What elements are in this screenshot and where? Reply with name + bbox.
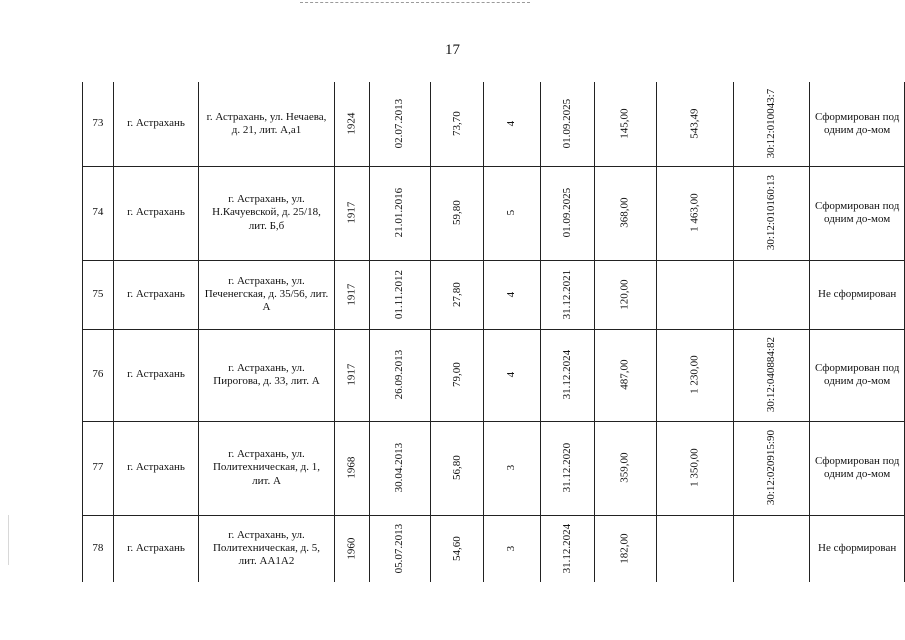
row-number: 73 [83,82,114,166]
row-number: 74 [83,166,114,260]
row-number: 77 [83,421,114,515]
table-row [83,166,905,260]
row-number: 75 [83,260,114,329]
area-value: 27,80 [450,282,463,307]
area-value: 56,80 [450,455,463,481]
area-value: 59,80 [450,200,463,226]
area-value: 54,60 [450,536,463,562]
cadastral-number: 30:12:020915:90 [765,430,778,506]
count-value: 5 [505,210,518,216]
build-year: 1960 [345,537,358,560]
deadline-date: 31.12.2024 [560,524,573,574]
address-cell: г. Астрахань, ул. Политехническая, д. 5, лит. АА1А2 [212,528,321,568]
deadline-date: 01.09.2025 [560,188,573,238]
deadline-date: 01.09.2025 [560,99,573,149]
recognition-date: 21.01.2016 [393,188,406,238]
land-status: Сформирован под одним до-мом [814,199,900,225]
cadastral-number: 30:12:010043:7 [765,88,778,159]
address-cell: г. Астрахань, ул. Пирогова, д. 33, лит. А [213,361,320,387]
build-year: 1924 [345,112,358,135]
land-status: Не сформирован [818,287,897,300]
build-year: 1917 [345,364,358,386]
table-row [83,329,905,421]
build-year: 1917 [345,283,358,306]
count-value: 3 [505,465,518,471]
value-two: 1 463,00 [688,193,701,233]
area-value: 79,00 [450,362,463,388]
city-cell: г. Астрахань [113,421,199,515]
value-one: 182,00 [618,533,631,564]
value-one: 120,00 [618,279,631,310]
value-one: 145,00 [618,108,631,139]
value-two: 543,49 [688,108,701,139]
count-value: 4 [505,291,518,298]
row-number: 76 [83,329,114,421]
city-cell: г. Астрахань [113,166,199,260]
count-value: 4 [505,372,518,378]
recognition-date: 30.04.2013 [393,443,406,493]
scan-top-line [300,2,530,3]
table-row [83,515,905,582]
row-number: 78 [83,515,114,582]
city-cell: г. Астрахань [113,82,199,166]
count-value: 4 [505,121,518,127]
cadastral-number: 30:12:040884:82 [765,337,778,413]
value-two: 1 230,00 [688,355,701,395]
cadastral-number: 30:12:010160:13 [765,175,778,251]
table-row [83,421,905,515]
land-status: Сформирован под одним до-мом [814,361,900,387]
value-one: 487,00 [618,359,631,391]
build-year: 1917 [345,202,358,224]
value-one: 368,00 [618,197,631,229]
city-cell: г. Астрахань [113,260,199,329]
address-cell: г. Астрахань, ул. Печенегская, д. 35/56, лит. А [204,274,329,314]
deadline-date: 31.12.2024 [560,350,573,400]
deadline-date: 31.12.2020 [560,443,573,493]
land-status: Не сформирован [818,542,897,555]
recognition-date: 01.11.2012 [393,269,406,320]
city-cell: г. Астрахань [113,329,199,421]
land-status: Сформирован под одним до-мом [814,110,900,136]
page-number: 17 [445,42,460,58]
scan-edge-mark [8,515,10,565]
address-cell: г. Астрахань, ул. Нечаева, д. 21, лит. А,а1 [206,110,327,136]
count-value: 3 [505,546,518,552]
city-cell: г. Астрахань [113,515,199,582]
build-year: 1968 [345,457,358,479]
address-cell: г. Астрахань, ул. Политехническая, д. 1, лит. А [212,448,321,487]
land-status: Сформирован под одним до-мом [814,454,900,480]
value-two: 1 350,00 [688,448,701,488]
table-row [83,260,905,329]
table-row [83,82,905,166]
recognition-date: 26.09.2013 [393,350,406,400]
area-value: 73,70 [450,111,463,137]
recognition-date: 05.07.2013 [393,524,406,574]
recognition-date: 02.07.2013 [393,99,406,149]
deadline-date: 31.12.2021 [560,269,573,320]
value-one: 359,00 [618,452,631,484]
address-cell: г. Астрахань, ул. Н.Качуевской, д. 25/18, лит. Б,б [212,193,321,232]
housing-register-table [82,82,905,582]
